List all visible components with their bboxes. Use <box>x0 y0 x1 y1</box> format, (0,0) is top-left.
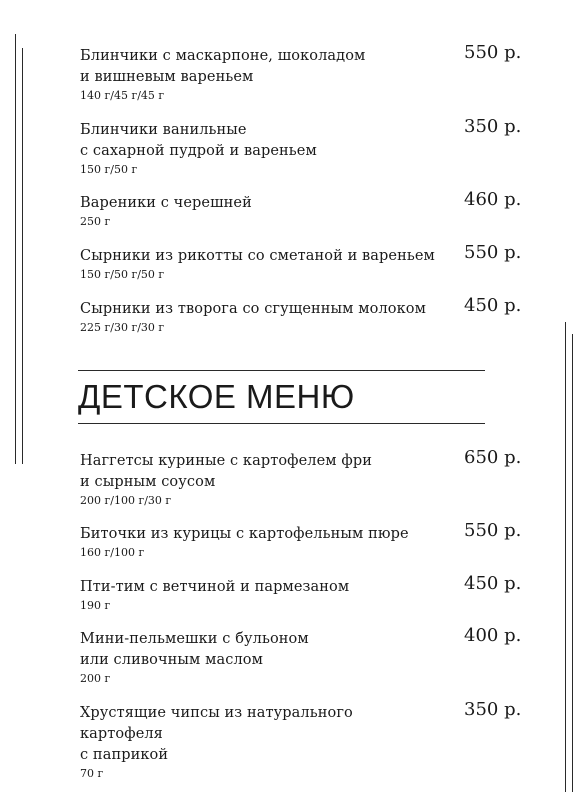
item-weight: 225 г/30 г/30 г <box>80 321 165 334</box>
menu-item <box>80 520 522 560</box>
menu-item <box>80 116 522 177</box>
item-weight: 70 г <box>80 767 104 780</box>
item-weight: 140 г/45 г/45 г <box>80 89 165 102</box>
item-name: Мини-пельмешки с бульоном или сливочным маслом <box>80 631 309 668</box>
item-name: Вареники с черешней <box>80 195 252 211</box>
left-border-line-outer <box>15 34 16 464</box>
item-name: Блинчики ванильные с сахарной пудрой и вареньем <box>80 122 317 159</box>
item-name: Хрустящие чипсы из натурального картофеля с паприкой <box>80 705 353 763</box>
menu-item <box>80 42 522 103</box>
item-weight: 200 г <box>80 672 111 685</box>
item-name: Пти-тим с ветчиной и пармезаном <box>80 579 350 595</box>
item-name: Сырники из творога со сгущенным молоком <box>80 301 426 317</box>
item-name: Биточки из курицы с картофельным пюре <box>80 526 409 542</box>
item-name: Блинчики с маскарпоне, шоколадом и вишневым вареньем <box>80 48 366 85</box>
right-border-line-outer <box>572 334 573 792</box>
item-price: 460 р. <box>464 189 522 210</box>
item-weight: 160 г/100 г <box>80 546 145 559</box>
item-price: 450 р. <box>464 573 522 594</box>
item-price: 350 р. <box>464 699 522 720</box>
item-price: 450 р. <box>464 295 522 316</box>
item-price: 400 р. <box>464 625 522 646</box>
menu-item <box>80 625 522 686</box>
item-name: Сырники из рикотты со сметаной и вареньем <box>80 248 435 264</box>
item-weight: 190 г <box>80 599 111 612</box>
item-price: 550 р. <box>464 242 522 263</box>
section-divider-top <box>78 370 485 371</box>
section-divider-bottom <box>78 423 485 424</box>
menu-item <box>80 189 522 229</box>
menu-item <box>80 699 522 781</box>
item-price: 350 р. <box>464 116 522 137</box>
right-border-line-inner <box>565 322 566 792</box>
item-price: 550 р. <box>464 520 522 541</box>
item-weight: 250 г <box>80 215 111 228</box>
item-name: Наггетсы куриные с картофелем фри и сырным соусом <box>80 453 372 490</box>
left-border-line-inner <box>22 48 23 464</box>
menu-item <box>80 447 522 508</box>
item-weight: 150 г/50 г/50 г <box>80 268 165 281</box>
item-price: 650 р. <box>464 447 522 468</box>
menu-item <box>80 242 522 282</box>
item-weight: 150 г/50 г <box>80 163 138 176</box>
menu-item <box>80 295 522 335</box>
menu-item <box>80 573 522 613</box>
item-price: 550 р. <box>464 42 522 63</box>
item-weight: 200 г/100 г/30 г <box>80 494 172 507</box>
section-title: ДЕТСКОЕ МЕНЮ <box>78 378 355 415</box>
